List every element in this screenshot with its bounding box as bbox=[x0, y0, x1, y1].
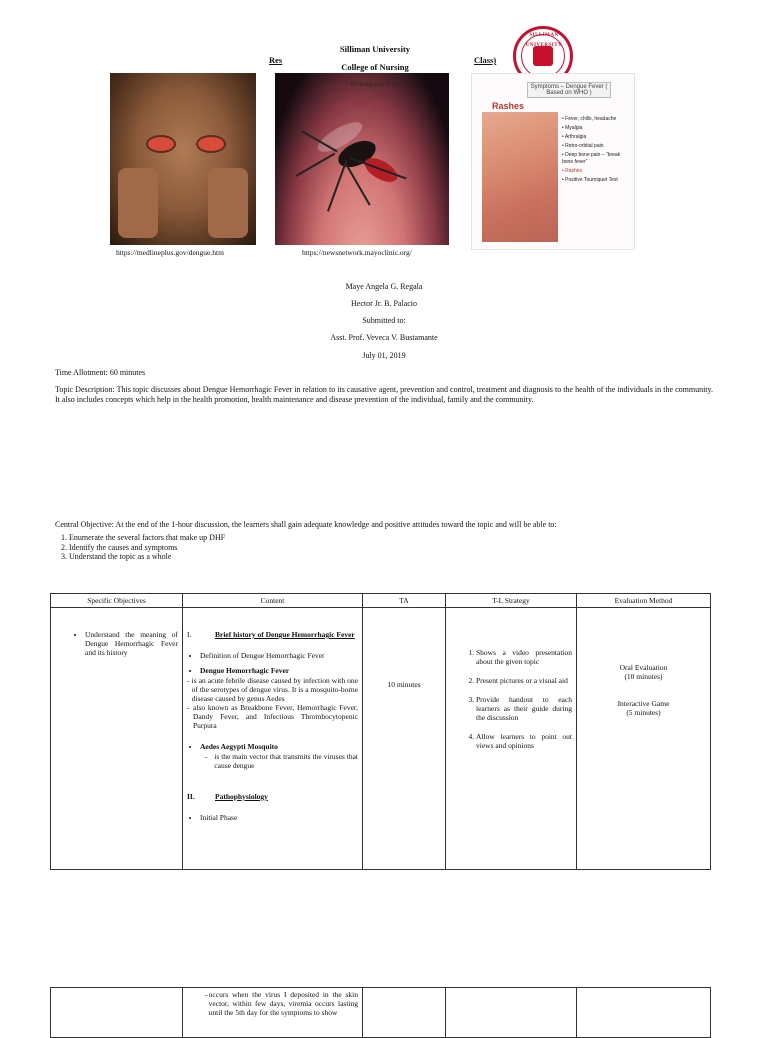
section-2-number: II. bbox=[187, 792, 195, 801]
partial-heading-left: Res bbox=[269, 55, 283, 65]
section-2-title: Pathophysiology bbox=[215, 792, 268, 801]
strategy-cell bbox=[446, 608, 577, 870]
author-1: Maye Angela G. Regala bbox=[345, 282, 423, 291]
symptom-item: • Rashes bbox=[562, 168, 583, 174]
instructor-name: Asst. Prof. Veveca V. Bustamante bbox=[330, 333, 438, 342]
lesson-plan-table bbox=[50, 593, 711, 870]
section-1-number: I. bbox=[187, 630, 192, 639]
strategy-item: 3. Provide handout to each learners as their guide during the discussion bbox=[476, 695, 572, 722]
symptom-item: • Myalgia bbox=[562, 125, 583, 131]
specific-objective-cell bbox=[51, 608, 183, 870]
university-seal: SILLIMAN UNIVERSITY bbox=[513, 26, 573, 86]
evaluation-method: Oral Evaluation bbox=[619, 663, 668, 672]
author-2: Hector Jr. B. Palacio bbox=[351, 299, 417, 308]
university-name: Silliman University bbox=[339, 44, 411, 54]
image-caption-2: https://newsnetwork.mayoclinic.org/ bbox=[302, 248, 412, 257]
ta-cell: 10 minutes bbox=[363, 608, 446, 870]
content-cell: I. Brief history of Dengue Hemorrhagic Fever • Definition of Dengue Hemorrhagic Fever • Dengue Hemorrhagic Fever - is an acute febrile disease caused by infection with one of the serotypes of dengue virus. It is a mosquito-borne disease caused by genus Aedes - also known as Breakbone Fever, Hemorrhagic Fever, Dandy Fever, and Infectious Thrombocytopenic Purpura • Aedes Aegypti Mosquito - is the main vector that transmits the viruses that cause dengue II. Pathophysiology • Initial Phase bbox=[183, 608, 363, 870]
objective-item: 3. Understand the topic as a whole bbox=[69, 552, 225, 562]
header-evaluation-method: Evaluation Method bbox=[577, 594, 711, 608]
specific-objective: • Understand the meaning of Dengue Hemorrhagic Fever and its history bbox=[85, 630, 178, 657]
mosquito-photo bbox=[275, 73, 449, 245]
evaluation-cell bbox=[577, 608, 711, 870]
image-caption-1: https://medlineplus.gov/dengue.htm bbox=[116, 248, 224, 257]
symptom-item: • Positive Tourniquet Test bbox=[562, 177, 618, 183]
rash-arm-image bbox=[482, 112, 558, 242]
content-dash-text: is an acute febrile disease caused by infection with one of the serotypes of dengue virus. It is a mosquito-borne disease caused by genus Aedes bbox=[191, 676, 358, 703]
evaluation-method: Interactive Game bbox=[617, 699, 670, 708]
content-dash-text: occurs when the virus I deposited in the skin vector, within few days, viremia occurs lasting until the 5th day for the symptoms to show bbox=[208, 990, 358, 1017]
partial-heading-right: Class) bbox=[474, 55, 497, 65]
strategy-item: 4. Allow learners to point out views and opinions bbox=[476, 732, 572, 750]
submission-date: July 01, 2019 bbox=[362, 351, 406, 360]
table-header-row bbox=[51, 594, 711, 608]
objective-item: 2. Identify the causes and symptoms bbox=[69, 543, 225, 553]
symptom-item: • Arthralgia bbox=[562, 134, 587, 140]
content-bullet bbox=[200, 666, 358, 675]
strategy-item: 2. Present pictures or a visual aid bbox=[476, 676, 572, 685]
symptom-list bbox=[562, 116, 632, 186]
time-allotment: Time Allotment: 60 minutes bbox=[55, 368, 146, 377]
content-bullet bbox=[200, 742, 358, 751]
table-row bbox=[51, 608, 711, 870]
city-name: Dumaguete City bbox=[350, 80, 400, 88]
header-tl-strategy: T-L Strategy bbox=[446, 594, 577, 608]
topic-description: Topic Description: This topic discusses about Dengue Hemorrhagic Fever in relation to its causative agent, prevention and control, treatment and diagnosis to the health of the individuals in the community. It also includes concepts which help in the health promotion, health maintenance and disease prevention of the individual, family and the community. bbox=[55, 385, 713, 404]
content-bullet: • Definition of Dengue Hemorrhagic Fever bbox=[200, 651, 358, 660]
slide-heading: Rashes bbox=[492, 101, 525, 111]
lesson-plan-table-continued bbox=[50, 987, 711, 1038]
college-name: College of Nursing bbox=[341, 62, 409, 72]
slide-title: Symptoms – Dengue Fever ( Based on WHO ) bbox=[527, 82, 611, 98]
submitted-to-label: Submitted to: bbox=[362, 316, 406, 325]
bullet-title: Dengue Hemorrhagic Fever bbox=[200, 666, 290, 675]
evaluation-time: (10 minutes) bbox=[624, 672, 663, 681]
symptom-item: • Retro-orbital pain bbox=[562, 143, 604, 149]
evaluation-time: (5 minutes) bbox=[626, 708, 661, 717]
patient-photo bbox=[110, 73, 256, 245]
section-1-title: Brief history of Dengue Hemorrhagic Fever bbox=[215, 630, 355, 639]
header-content: Content bbox=[183, 594, 363, 608]
content-dash-text: is the main vector that transmits the viruses that cause dengue bbox=[214, 752, 358, 770]
header-specific-objectives: Specific Objectives bbox=[51, 594, 183, 608]
symptom-item: • Deep bone pain – “break bone fever” bbox=[562, 152, 621, 165]
symptoms-slide bbox=[471, 73, 635, 250]
objective-item: 1. Enumerate the several factors that make up DHF bbox=[69, 533, 225, 543]
header-ta: TA bbox=[363, 594, 446, 608]
objectives-list bbox=[55, 533, 225, 562]
content-dash-text: also known as Breakbone Fever, Hemorrhagic Fever, Dandy Fever, and Infectious Thrombocytopenic Purpura bbox=[192, 703, 358, 730]
content-cell: - occurs when the virus I deposited in the skin vector, within few days, viremia occurs lasting until the 5th day for the symptoms to show bbox=[183, 988, 363, 1038]
bullet-title: Aedes Aegypti Mosquito bbox=[200, 742, 278, 751]
table-row bbox=[51, 988, 711, 1038]
symptom-item: • Fever, chills, headache bbox=[562, 116, 617, 122]
strategy-item: 1. Shows a video presentation about the given topic bbox=[476, 648, 572, 666]
central-objective: Central Objective: At the end of the 1-hour discussion, the learners shall gain adequate knowledge and positive attitudes toward the topic and will be able to: bbox=[55, 520, 557, 529]
content-bullet: • Initial Phase bbox=[200, 813, 358, 822]
